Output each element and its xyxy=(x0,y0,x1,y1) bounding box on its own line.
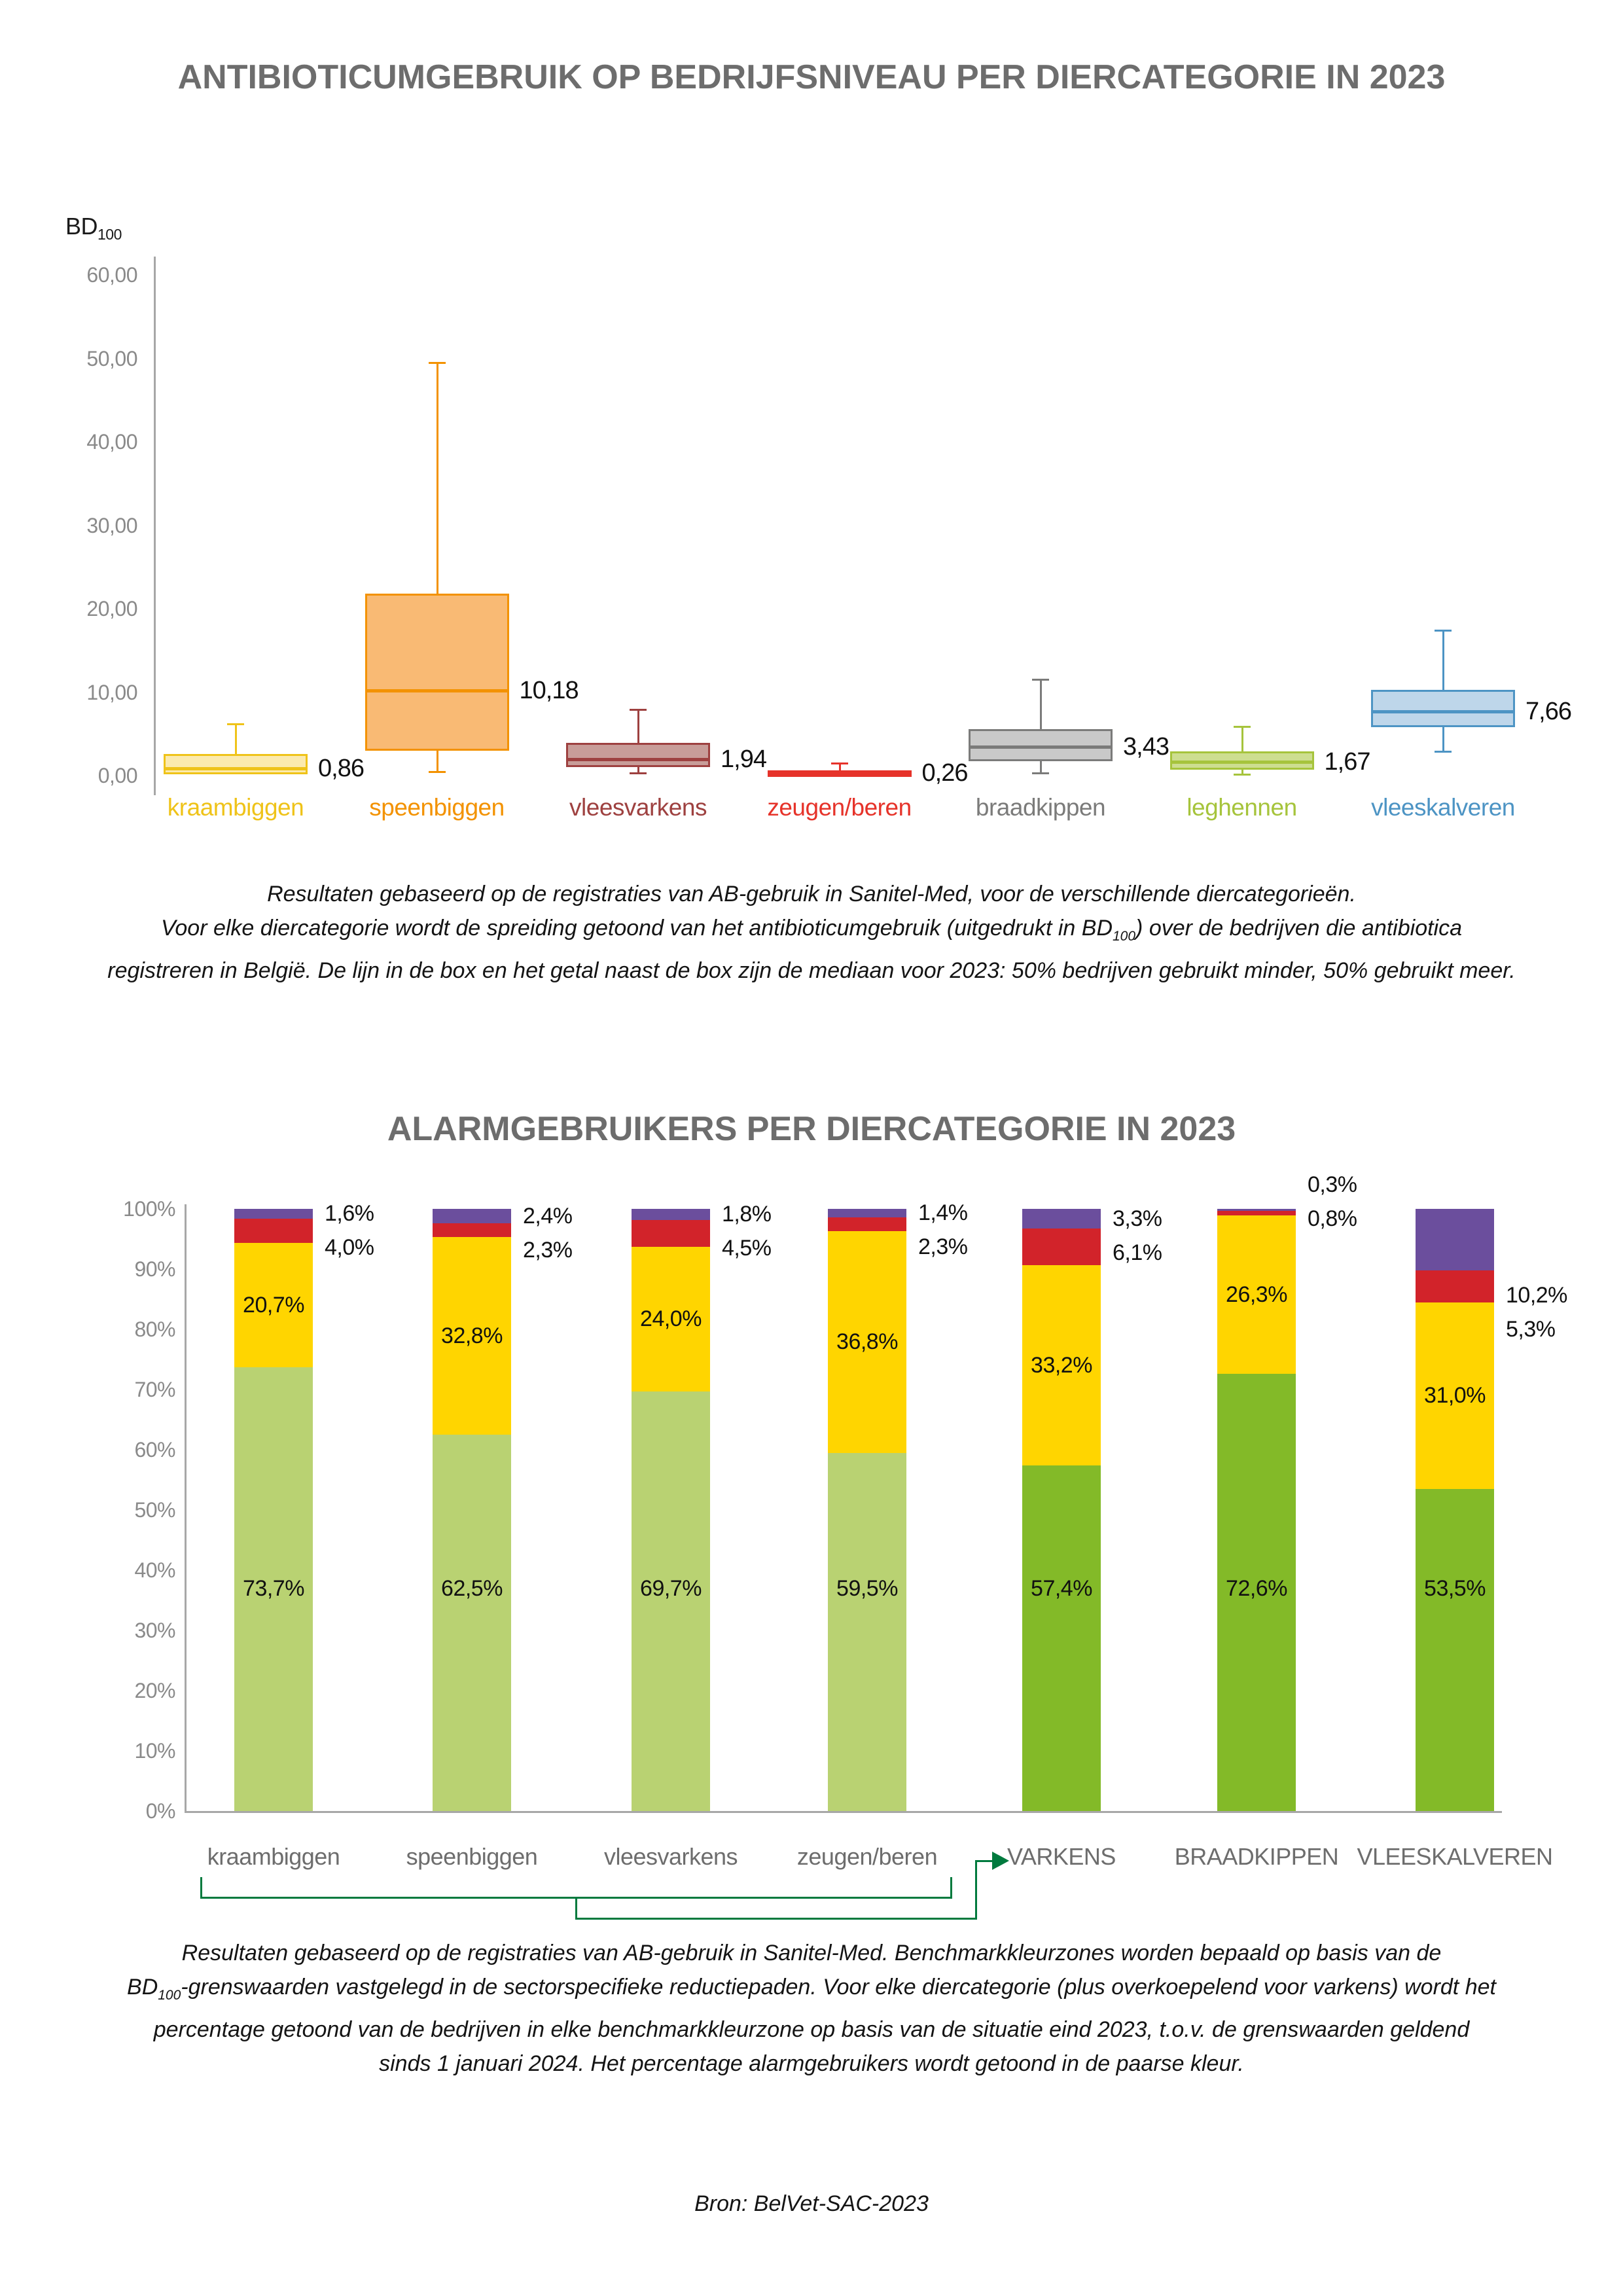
median-label: 1,67 xyxy=(1324,747,1370,776)
median-label: 10,18 xyxy=(519,677,579,705)
varkens-arrow-icon xyxy=(992,1852,1009,1870)
segment-label-red: 2,3% xyxy=(918,1234,968,1260)
segment-label-red: 2,3% xyxy=(523,1238,573,1263)
note-line: Resultaten gebaseerd op de registraties van AB-gebruik in Sanitel-Med, voor de verschillende diercategorieën. xyxy=(267,882,1356,906)
note-line: registreren in België. De lijn in de box en het getal naast de box zijn de mediaan voor 2023: 50% bedrijven gebruikt minder, 50% gebruikt meer. xyxy=(107,958,1516,983)
segment-label-red: 4,5% xyxy=(722,1236,772,1261)
y-axis-title-base: BD xyxy=(65,213,98,240)
whisker-cap xyxy=(1032,679,1049,681)
whisker-line xyxy=(1241,726,1243,751)
boxplot-y-tick-label: 20,00 xyxy=(86,597,137,620)
segment-label-green: 53,5% xyxy=(1424,1576,1486,1601)
stacked-y-tick-label: 50% xyxy=(134,1498,175,1522)
segment-label-yellow: 26,3% xyxy=(1226,1282,1287,1308)
bar-segment-green xyxy=(828,1453,906,1811)
box xyxy=(365,594,509,751)
source-line: Bron: BelVet-SAC-2023 xyxy=(694,2191,929,2216)
segment-label-red: 4,0% xyxy=(325,1235,374,1261)
whisker-line xyxy=(1442,727,1444,751)
median-label: 7,66 xyxy=(1525,698,1571,726)
segment-label-yellow: 24,0% xyxy=(640,1306,702,1332)
note-line: Voor elke diercategorie wordt de spreiding getoond van het antibioticumgebruik (uitgedrukt in $BD_{100}$) over de bedrijven die antibiotica xyxy=(160,916,1463,944)
whisker-line xyxy=(637,709,639,743)
whisker-cap xyxy=(227,723,244,725)
varkens-bracket-line xyxy=(575,1897,577,1920)
segment-label-red: 5,3% xyxy=(1506,1316,1556,1342)
whisker-cap xyxy=(429,771,446,773)
stacked-y-tick-label: 80% xyxy=(134,1318,175,1341)
bar-segment-purple xyxy=(1022,1209,1101,1229)
bar-segment-red xyxy=(632,1220,710,1247)
bar-segment-green xyxy=(1022,1465,1101,1811)
median-line xyxy=(1172,761,1312,764)
bar-segment-green xyxy=(433,1435,511,1811)
stacked-x-axis-label: zeugen/beren xyxy=(796,1843,938,1870)
segment-label-purple: 1,4% xyxy=(918,1200,968,1226)
varkens-bracket-line xyxy=(575,1918,977,1920)
whisker-cap xyxy=(831,762,848,764)
median-label: 3,43 xyxy=(1123,733,1169,761)
stacked-baseline xyxy=(185,1811,1502,1813)
segment-label-green: 62,5% xyxy=(441,1576,503,1601)
segment-label-green: 59,5% xyxy=(836,1576,898,1601)
segment-label-yellow: 20,7% xyxy=(243,1292,304,1318)
stacked-x-axis-label: VLEESKALVEREN xyxy=(1357,1843,1553,1870)
whisker-line xyxy=(437,751,438,772)
bar-segment-green xyxy=(1416,1489,1494,1811)
boxplot-category-label: zeugen/beren xyxy=(767,794,912,821)
boxplot-y-tick-label: 60,00 xyxy=(86,263,137,287)
stacked-y-tick-label: 60% xyxy=(134,1438,175,1462)
boxplot-y-axis-line xyxy=(154,257,156,795)
bar-segment-red xyxy=(433,1223,511,1237)
median-line xyxy=(770,772,910,775)
boxplot-category-label: leghennen xyxy=(1186,794,1297,821)
segment-label-purple: 1,6% xyxy=(325,1201,374,1227)
boxplot-category-label: vleesvarkens xyxy=(569,794,707,821)
boxplot-y-tick-label: 30,00 xyxy=(86,513,137,537)
whisker-line xyxy=(437,363,438,594)
y-axis-title-sub: 100 xyxy=(98,226,122,243)
whisker-cap xyxy=(1234,726,1251,728)
bar-segment-red xyxy=(1217,1211,1296,1215)
note-line: Resultaten gebaseerd op de registraties van AB-gebruik in Sanitel-Med. Benchmarkkleurzones worden bepaald op basis van de xyxy=(181,1941,1442,1965)
boxplot-chart-title: ANTIBIOTICUMGEBRUIK OP BEDRIJFSNIVEAU PER DIERCATEGORIE IN 2023 xyxy=(177,58,1446,96)
segment-label-green: 73,7% xyxy=(243,1576,304,1601)
segment-label-purple: 3,3% xyxy=(1113,1206,1162,1232)
boxplot-y-tick-label: 0,00 xyxy=(98,764,137,787)
stacked-y-tick-label: 90% xyxy=(134,1257,175,1281)
whisker-line xyxy=(1040,679,1042,728)
bar-segment-red xyxy=(1416,1270,1494,1302)
segment-label-purple: 10,2% xyxy=(1506,1282,1567,1308)
stacked-chart-title: ALARMGEBRUIKERS PER DIERCATEGORIE IN 2023 xyxy=(387,1110,1236,1148)
varkens-bracket-line xyxy=(200,1877,202,1899)
bar-segment-purple xyxy=(632,1209,710,1220)
boxplot-y-axis-title xyxy=(65,213,122,243)
median-label: 1,94 xyxy=(721,745,766,774)
whisker-line xyxy=(235,724,237,754)
median-line xyxy=(568,758,708,761)
whisker-cap xyxy=(1435,630,1452,632)
whisker-cap xyxy=(1234,774,1251,776)
segment-label-purple: 2,4% xyxy=(523,1204,573,1229)
stacked-y-tick-label: 40% xyxy=(134,1558,175,1582)
median-label: 0,26 xyxy=(921,759,968,787)
whisker-cap xyxy=(630,772,647,774)
stacked-x-axis-label: vleesvarkens xyxy=(603,1843,738,1870)
segment-label-yellow: 31,0% xyxy=(1424,1383,1486,1408)
bar-segment-purple xyxy=(433,1209,511,1223)
median-line xyxy=(971,745,1111,749)
bar-segment-red xyxy=(234,1219,313,1243)
segment-label-purple: 0,3% xyxy=(1308,1172,1357,1198)
note-line: percentage getoond van de bedrijven in elke benchmarkkleurzone op basis van de situatie eind 2023, t.o.v. de grenswaarden geldend xyxy=(153,2017,1470,2042)
note-line: sinds 1 januari 2024. Het percentage alarmgebruikers wordt getoond in de paarse kleur. xyxy=(379,2051,1244,2076)
stacked-y-tick-label: 20% xyxy=(134,1679,175,1702)
stacked-y-tick-label: 70% xyxy=(134,1378,175,1401)
median-label: 0,86 xyxy=(318,755,364,783)
median-line xyxy=(367,689,507,692)
segment-label-yellow: 36,8% xyxy=(836,1329,898,1355)
box xyxy=(1371,690,1515,727)
stacked-x-axis-label: speenbiggen xyxy=(406,1843,538,1870)
whisker-cap xyxy=(630,709,647,711)
stacked-x-axis-label: kraambiggen xyxy=(207,1843,340,1870)
bar-segment-purple xyxy=(1217,1209,1296,1211)
segment-label-green: 57,4% xyxy=(1031,1576,1092,1601)
stacked-y-tick-label: 0% xyxy=(145,1799,175,1823)
segment-label-yellow: 33,2% xyxy=(1031,1353,1092,1378)
varkens-bracket-line xyxy=(975,1860,993,1862)
segment-label-red: 6,1% xyxy=(1113,1240,1162,1266)
box xyxy=(164,754,308,774)
stacked-y-tick-label: 100% xyxy=(123,1197,175,1221)
stacked-x-axis-label: BRAADKIPPEN xyxy=(1174,1843,1339,1870)
bar-segment-red xyxy=(1022,1229,1101,1265)
stacked-y-tick-label: 10% xyxy=(134,1739,175,1763)
whisker-line xyxy=(1040,761,1042,773)
bar-segment-purple xyxy=(1416,1209,1494,1270)
bar-segment-red xyxy=(828,1217,906,1231)
median-line xyxy=(1373,710,1513,713)
segment-label-green: 69,7% xyxy=(640,1576,702,1601)
whisker-line xyxy=(1442,630,1444,690)
stacked-x-axis-label: VARKENS xyxy=(1007,1843,1116,1870)
boxplot-category-label: braadkippen xyxy=(975,794,1106,821)
boxplot-category-label: kraambiggen xyxy=(167,794,304,821)
boxplot-category-label: speenbiggen xyxy=(369,794,505,821)
stacked-chart-note xyxy=(33,1936,1590,2081)
varkens-bracket-line xyxy=(950,1877,952,1899)
varkens-bracket-line xyxy=(975,1860,977,1920)
segment-label-yellow: 32,8% xyxy=(441,1323,503,1349)
note-line: $BD_{100}$-grenswaarden vastgelegd in de sectorspecifieke reductiepaden. Voor elke diercategorie (plus overkoepelend voor varkens) wordt het xyxy=(127,1975,1496,2003)
whisker-cap xyxy=(1435,751,1452,753)
boxplot-y-tick-label: 50,00 xyxy=(86,346,137,370)
bar-segment-purple xyxy=(234,1209,313,1219)
stacked-y-axis-line xyxy=(185,1204,187,1813)
boxplot-y-tick-label: 40,00 xyxy=(86,430,137,454)
box xyxy=(566,743,710,767)
stacked-y-tick-label: 30% xyxy=(134,1619,175,1642)
segment-label-purple: 1,8% xyxy=(722,1202,772,1227)
whisker-cap xyxy=(1032,772,1049,774)
median-line xyxy=(166,767,306,770)
whisker-cap xyxy=(429,362,446,364)
bar-segment-purple xyxy=(828,1209,906,1217)
segment-label-red: 0,8% xyxy=(1308,1206,1357,1232)
segment-label-green: 72,6% xyxy=(1226,1576,1287,1601)
boxplot-y-tick-label: 10,00 xyxy=(86,680,137,704)
boxplot-chart-note xyxy=(33,877,1590,988)
boxplot-category-label: vleeskalveren xyxy=(1371,794,1515,821)
